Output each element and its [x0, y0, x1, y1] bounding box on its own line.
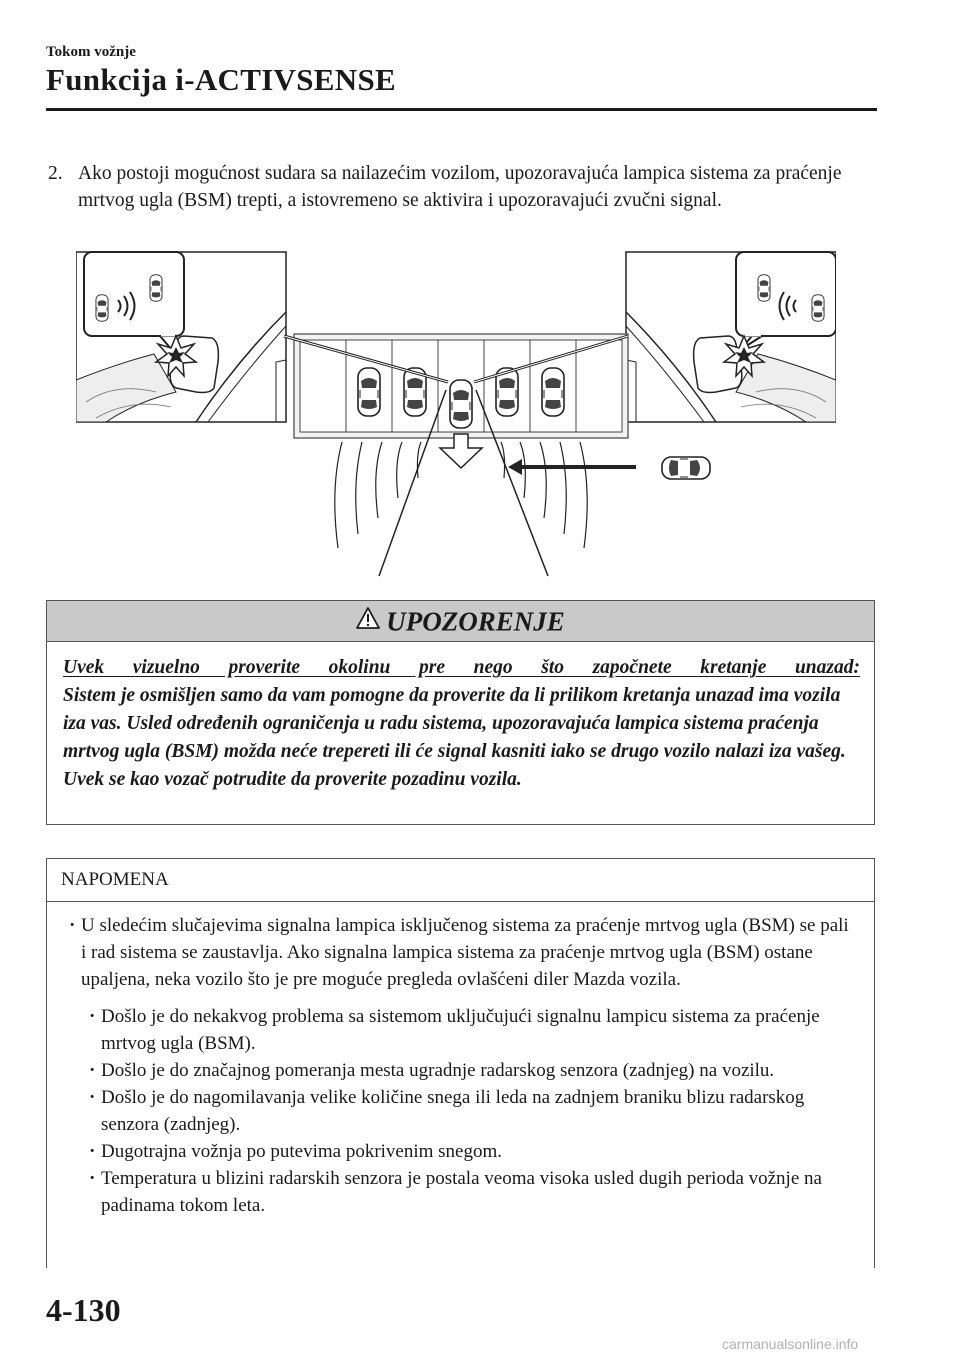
- approaching-vehicle: [508, 457, 710, 479]
- warning-box: [46, 600, 875, 825]
- note-subitem: · Temperatura u blizini radarskih senzora je postala veoma visoka usled dugih perioda vožnje na padinama tokom leta.: [89, 1165, 858, 1219]
- note-title: NAPOMENA: [47, 859, 874, 902]
- note-subitem: · Došlo je do nekakvog problema sa sistemom uključujući signalnu lampicu sistema za praćenje mrtvog ugla (BSM).: [89, 1003, 858, 1057]
- note-sublist: [69, 1003, 858, 1219]
- page-number: 4-130: [46, 1292, 121, 1328]
- step-number: 2.: [48, 163, 63, 184]
- warning-title: UPOZORENJE: [386, 606, 565, 637]
- warning-lead: Uvek vizuelno proverite okolinu pre nego što započnete kretanje unazad:: [63, 657, 860, 678]
- left-mirror-scene: [76, 252, 286, 422]
- note-subitem: · Dugotrajna vožnja po putevima pokrivenim snegom.: [89, 1138, 858, 1165]
- step-2: [48, 160, 868, 214]
- note-box: [46, 858, 875, 1268]
- note-subitem: · Došlo je do značajnog pomeranja mesta ugradnje radarskog senzora (zadnjeg) na vozilu.: [89, 1057, 858, 1084]
- bsm-illustration: [76, 242, 836, 580]
- note-subitem: · Došlo je do nagomilavanja velike količine snega ili leda na zadnjem braniku blizu radarskog senzora (zadnjeg).: [89, 1084, 858, 1138]
- section-label: Tokom vožnje: [46, 44, 136, 60]
- page-title: Funkcija i-ACTIVSENSE: [46, 62, 396, 97]
- step-text: Ako postoji mogućnost sudara sa nailazećim vozilom, upozoravajuća lampica sistema za praćenje mrtvog ugla (BSM) trepti, a istovremeno se aktivira i upozoravajući zvučni signal.: [78, 163, 842, 211]
- watermark: carmanualsonline.info: [722, 1336, 859, 1352]
- warning-body: [47, 642, 874, 794]
- note-body: [47, 902, 874, 1219]
- warning-icon: [356, 607, 380, 629]
- note-main-bullet: · U sledećim slučajevima signalna lampica isključenog sistema za praćenje mrtvog ugla (BSM) se pali i rad sistema se zaustavlja. Ako signalna lampica sistema za praćenje mrtvog ugla (BSM) ostane upaljena, neka vozilo što je pre moguće pregleda ovlašćeni diler Mazda vozila.: [69, 912, 858, 993]
- warning-header: [47, 601, 874, 642]
- right-mirror-scene: [626, 252, 836, 422]
- title-rule: [46, 108, 877, 111]
- reverse-arrow: [440, 434, 482, 468]
- warning-text: Sistem je osmišljen samo da vam pomogne da proverite da li prilikom kretanja unazad ima vozila iza vas. Usled određenih ograničenja u radu sistema, upozoravajuća lampica sistema praćenja mrtvog ugla (BSM) možda neće trepereti ili će signal kasniti iako se drugo vozilo nalazi iza vašeg. Uvek se kao vozač potrudite da proverite pozadinu vozila.: [63, 685, 846, 790]
